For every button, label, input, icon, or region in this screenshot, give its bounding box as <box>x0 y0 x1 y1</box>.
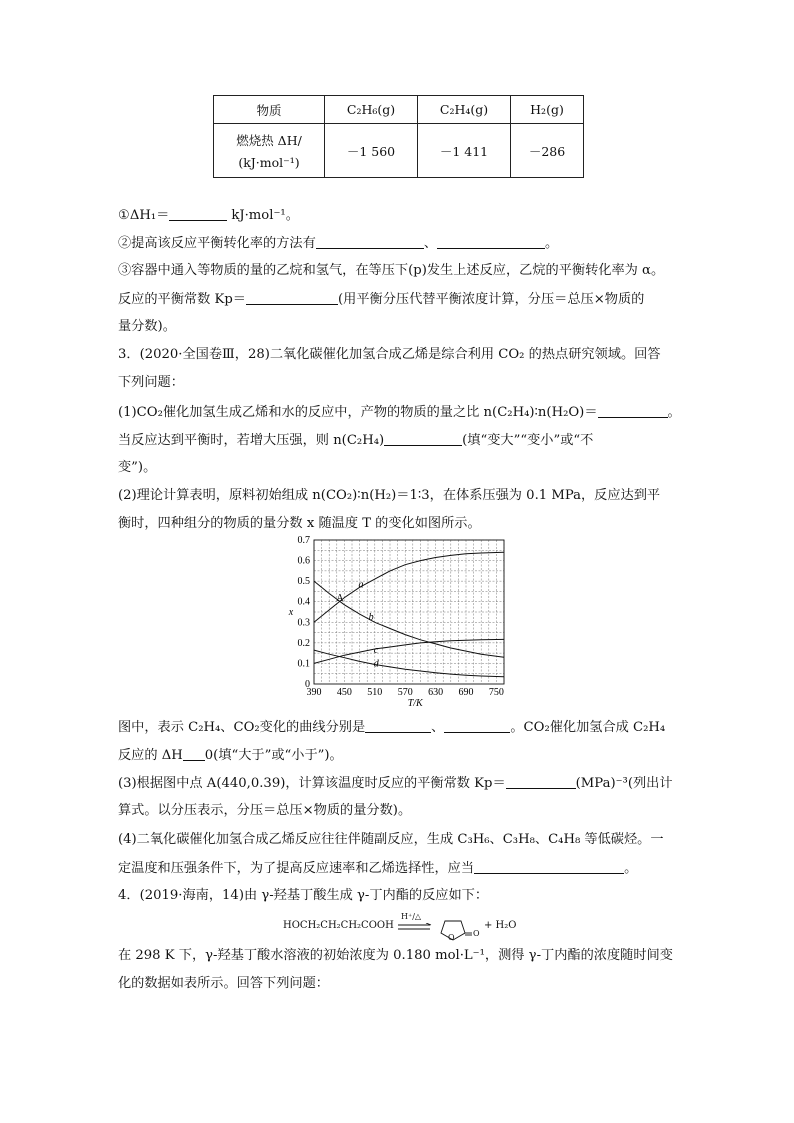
text: 图中，表示 C₂H₄、CO₂变化的曲线分别是 <box>118 720 366 735</box>
text: 、 <box>423 236 437 251</box>
mole-fraction-chart <box>282 534 512 712</box>
y-tick-label: 0.1 <box>297 658 310 670</box>
q3-after-line1 <box>118 718 665 737</box>
text: 反应的平衡常数 Kp＝ <box>118 292 246 307</box>
text: (1)CO₂催化加氢生成乙烯和水的反应中，产物的物质的量之比 n(C₂H₄)∶n(H₂O)＝ <box>118 405 598 420</box>
text: ①ΔH₁＝ <box>118 208 170 223</box>
answer-blank[interactable] <box>246 290 338 305</box>
x-tick-label: 510 <box>367 687 383 698</box>
text: 当反应达到平衡时，若增大压强，则 n(C₂H₄) <box>118 433 385 448</box>
answer-blank[interactable] <box>365 718 431 733</box>
q3-p4-line2 <box>118 859 637 878</box>
answer-blank[interactable] <box>474 859 624 874</box>
x-tick-label: 630 <box>428 687 444 698</box>
x-tick-label: 690 <box>458 687 474 698</box>
table-cell: －1 411 <box>418 124 511 178</box>
text: 。 <box>545 236 559 251</box>
text: (3)根据图中点 A(440,0.39)，计算该温度时反应的平衡常数 Kp＝ <box>118 776 506 791</box>
y-tick-label: 0.4 <box>297 596 310 608</box>
q1-b-line <box>118 234 558 253</box>
y-tick-label: 0.2 <box>297 637 310 649</box>
answer-blank[interactable] <box>169 206 227 221</box>
lactone-ring-icon <box>437 913 477 943</box>
q1-c-line2 <box>118 290 644 309</box>
carbonyl-oxygen-label: O <box>473 929 480 938</box>
table-row-label <box>214 124 325 178</box>
reaction-equation <box>283 913 533 943</box>
q4-line1: 在 298 K 下，γ-羟基丁酸水溶液的初始浓度为 0.180 mol·L⁻¹，测得 γ-丁内酯的浓度随时间变 <box>118 948 673 963</box>
q1-c-line1: ③容器中通入等物质的量的乙烷和氢气，在等压下(p)发生上述反应，乙烷的平衡转化率为 α。 <box>118 263 665 278</box>
q3-p1-line1 <box>118 403 681 422</box>
q3-title-line1: 3．(2020·全国卷Ⅲ，28)二氧化碳催化加氢合成乙烯是综合利用 CO₂ 的热点研究领域。回答 <box>118 347 661 362</box>
text: (MPa)⁻³(列出计 <box>575 776 673 791</box>
table-cell: －1 560 <box>325 124 418 178</box>
q1-a-line <box>118 206 299 225</box>
q3-p1-line2 <box>118 431 593 450</box>
q4-line2: 化的数据如表所示。回答下列问题： <box>118 976 329 991</box>
reaction-condition: H⁺/△ <box>401 912 422 921</box>
table-header-cell: H₂(g) <box>511 96 584 124</box>
answer-blank[interactable] <box>316 234 424 249</box>
y-tick-label: 0.3 <box>297 617 310 629</box>
answer-blank[interactable] <box>444 718 510 733</box>
series-label-c: c <box>373 645 379 657</box>
text: (填“变大”“变小”或“不 <box>462 433 594 448</box>
text: 定温度和压强条件下，为了提高反应速率和乙烯选择性，应当 <box>118 861 475 876</box>
equilibrium-arrow-icon <box>397 923 433 931</box>
q3-p1-line3: 变”)。 <box>118 460 157 475</box>
y-tick-label: 0.6 <box>297 555 310 567</box>
text: 。 <box>667 405 681 420</box>
answer-blank[interactable] <box>183 746 205 761</box>
series-label-a: a <box>358 579 364 591</box>
text: 、 <box>431 720 445 735</box>
q3-p4-line1: (4)二氧化碳催化加氢合成乙烯反应往往伴随副反应，生成 C₃H₆、C₃H₈、C₄H₈ 等低碳烃。一 <box>118 832 664 847</box>
answer-blank[interactable] <box>384 431 462 446</box>
text: 反应的 ΔH <box>118 748 183 763</box>
q4-title: 4．(2019·海南，14)由 γ-羟基丁酸生成 γ-丁内酯的反应如下： <box>118 888 489 903</box>
y-tick-label: 0.7 <box>297 535 310 546</box>
table-header-cell: C₂H₆(g) <box>325 96 418 124</box>
q3-title-line2: 下列问题： <box>118 375 184 390</box>
combustion-heat-table <box>213 95 584 178</box>
x-tick-label: 450 <box>336 687 352 698</box>
water-product: + H₂O <box>484 920 517 931</box>
q1-c-line3: 量分数)。 <box>118 319 176 334</box>
series-label-b: b <box>368 611 374 623</box>
x-tick-label: 750 <box>488 687 504 698</box>
text: (用平衡分压代替平衡浓度计算，分压＝总压×物质的 <box>338 292 645 307</box>
text: kJ·mol⁻¹。 <box>231 208 299 223</box>
answer-blank[interactable] <box>437 234 545 249</box>
text: 0(填“大于”或“小于”)。 <box>204 748 343 763</box>
row-label-line2: (kJ·mol⁻¹) <box>238 155 300 170</box>
row-label-line1: 燃烧热 ΔH/ <box>236 133 302 148</box>
x-tick-label: 570 <box>397 687 413 698</box>
answer-blank[interactable] <box>598 403 668 418</box>
table-header-cell: C₂H₄(g) <box>418 96 511 124</box>
q3-p3-line2: 算式。以分压表示，分压＝总压×物质的量分数)。 <box>118 803 412 818</box>
y-tick-label: 0.5 <box>297 576 310 588</box>
y-tick-label: 0 <box>305 679 310 690</box>
q3-p3-line1 <box>118 774 673 793</box>
text: 。 <box>624 861 638 876</box>
y-axis-label: x <box>288 607 294 618</box>
ring-oxygen-label: O <box>448 933 455 942</box>
series-label-d: d <box>373 658 379 670</box>
x-tick-label: 390 <box>306 687 322 698</box>
q3-p2-line2: 衡时，四种组分的物质的量分数 x 随温度 T 的变化如图所示。 <box>118 516 481 531</box>
reactant-formula: HOCH₂CH₂CH₂COOH <box>283 920 394 931</box>
q3-p2-line1: (2)理论计算表明，原料初始组成 n(CO₂)∶n(H₂)＝1∶3，在体系压强为 0.1 MPa，反应达到平 <box>118 488 661 503</box>
text: ②提高该反应平衡转化率的方法有 <box>118 236 316 251</box>
x-axis-label: T/K <box>407 698 423 709</box>
table-header-cell: 物质 <box>214 96 325 124</box>
point-label-A: A <box>336 592 344 604</box>
text: 。CO₂催化加氢合成 C₂H₄ <box>510 720 666 735</box>
table-cell: －286 <box>511 124 584 178</box>
q3-after-line2 <box>118 746 343 765</box>
answer-blank[interactable] <box>506 774 576 789</box>
